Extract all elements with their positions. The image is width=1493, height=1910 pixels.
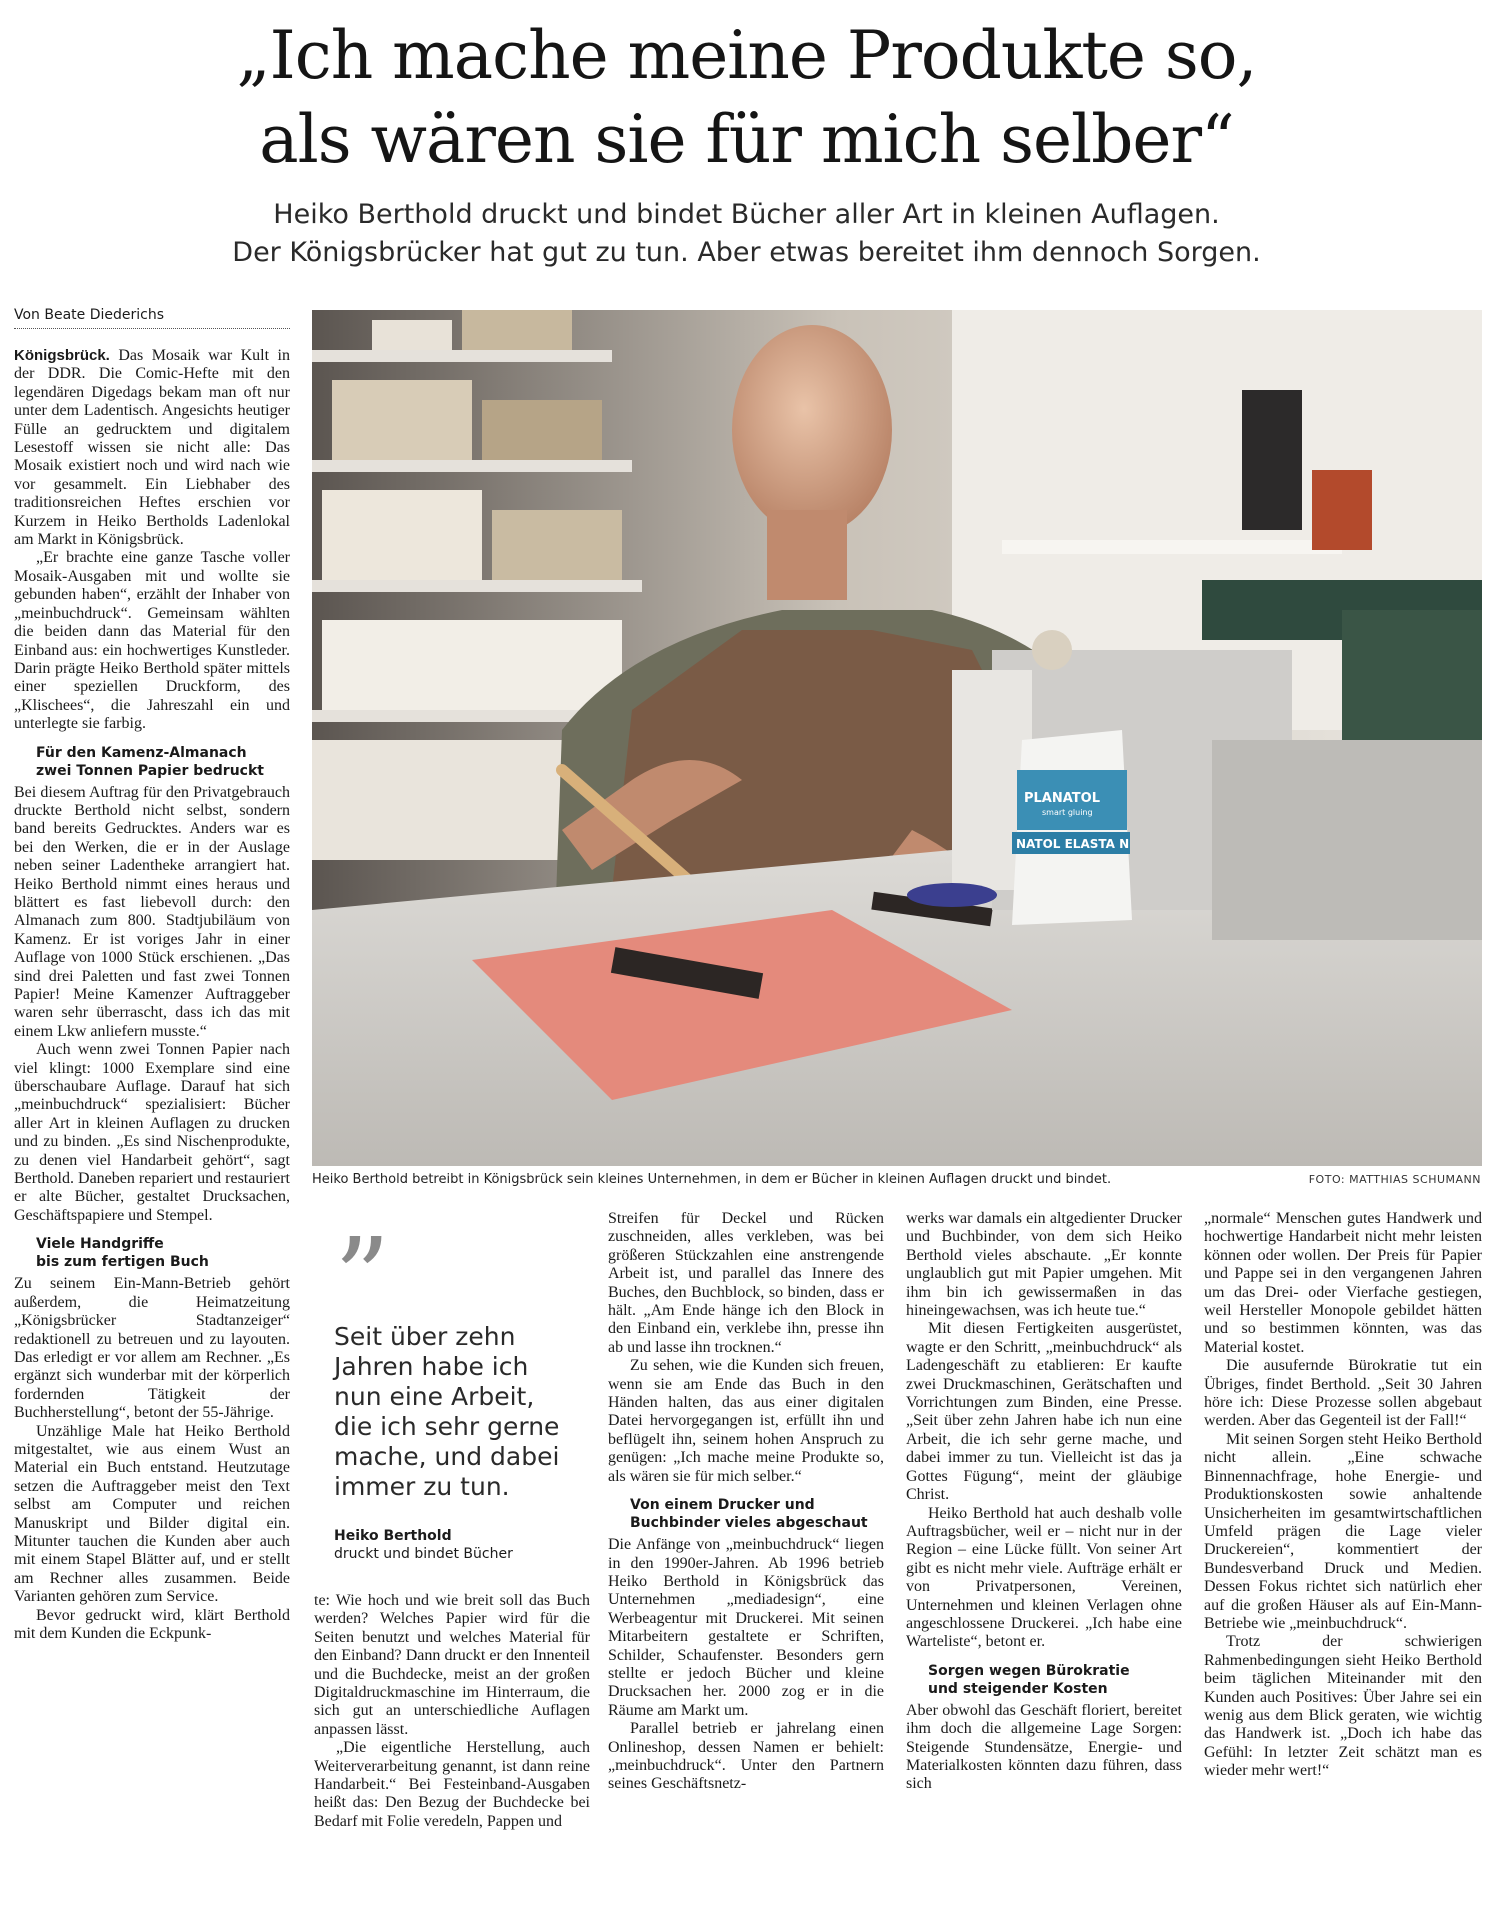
section-heading: Sorgen wegen Bürokratie und steigender Kosten	[928, 1662, 1130, 1697]
paragraph: Streifen für Deckel und Rücken zuschneiden, alles verkleben, was bei größeren Stückzahlen eine anstrengende Arbeit ist, und parallel das Innere des Buches, den Buchblock, so binden, dass er hält. „Am Ende hänge ich den Block in den Einband ein, verklebe ihn, presse ihn ab und lasse ihn trocknen.“	[608, 1210, 884, 1356]
article-column-1	[14, 347, 290, 1643]
photo-credit: FOTO: MATTHIAS SCHUMANN	[1308, 1173, 1481, 1186]
pull-quote	[334, 1214, 566, 1562]
paragraph: Mit diesen Fertigkeiten ausgerüstet, wagte er den Schritt, „meinbuchdruck“ als Ladengeschäft zu etablieren: Er kaufte zwei Druckmaschinen, Gerätschaften und Vorrichtungen zum Binden, eine Presse. „Seit über zehn Jahren habe ich nun eine Arbeit, die ich sehr gerne mache, und dabei immer zu tun. Vielleicht ist das ja Gottes Fügung“, meint der gläubige Christ.	[906, 1320, 1182, 1504]
paragraph: Zu seinem Ein-Mann-Betrieb gehört außerdem, die Heimatzeitung „Königsbrücker Stadtanzeiger“ redaktionell zu betreuen und zu layouten. Das erledigt er vor allem am Rechner. „Es ergänzt sich wunderbar mit der körperlich fordernden Tätigkeit der Buchherstellung“, betont der 55-Jährige.	[14, 1275, 290, 1422]
article-column-3	[608, 1210, 884, 1794]
dateline: Königsbrück.	[14, 347, 110, 364]
svg-text:PLANATOL: PLANATOL	[1024, 791, 1101, 806]
paragraph: Aber obwohl das Geschäft floriert, bereitet ihm doch die allgemeine Lage Sorgen: Steigende Stundensätze, Energie- und Materialkosten könnten dazu führen, dass sich	[906, 1701, 1182, 1793]
article-photo	[312, 310, 1482, 1166]
paragraph: Bevor gedruckt wird, klärt Berthold mit dem Kunden die Eckpunk-	[14, 1606, 290, 1642]
paragraph: Die ausufernde Bürokratie tut ein Übriges, findet Berthold. „Seit 30 Jahren höre ich: Diese Prozesse sollen abgebaut werden. Aber das Gegenteil ist der Fall!“	[1204, 1357, 1482, 1430]
paragraph: Heiko Berthold hat auch deshalb volle Auftragsbücher, weil er – nicht nur in der Region – eine Lücke füllt. Von seiner Art gibt es nicht mehr viele. Aufträge erhält er von Privatpersonen, Vereinen, Unternehmen und kleinen Verlagen ohne angeschlossene Druckerei. „Ich habe eine Warteliste“, betont er.	[906, 1504, 1182, 1651]
paragraph: werks war damals ein altgedienter Drucker und Buchbinder, von dem sich Heiko Berthold vieles abschaute. „Er konnte unglaublich gut mit Papier umgehen. Mit ihm bin ich gewissermaßen in das hineingewachsen, was ich heute tue.“	[906, 1210, 1182, 1320]
paragraph: Trotz der schwierigen Rahmenbedingungen sieht Heiko Berthold beim täglichen Miteinander mit den Kunden auch Positives: Über Jahre sei ein wenig aus dem Blick geraten, wie wichtig das Handwerk ist. „Doch ich habe das Gefühl: In letzter Zeit schätzt man es wieder mehr wert!“	[1204, 1633, 1482, 1780]
headline-line-1: „Ich mache meine Produkte so,	[236, 17, 1257, 94]
paragraph: „normale“ Menschen gutes Handwerk und hochwertige Handarbeit nicht mehr leisten können oder wollen. Der Preis für Papier und Pappe sei in den vergangenen Jahren um das Drei- oder Vierfache gestiegen, weil Hersteller Monopole gebildet hätten und so bestimmen könnten, was das Material kostet.	[1204, 1210, 1482, 1356]
headline-line-2: als wären sie für mich selber“	[259, 101, 1234, 178]
byline: Von Beate Diederichs	[14, 306, 290, 329]
article-column-4	[906, 1210, 1182, 1794]
subheadline	[0, 196, 1493, 272]
subheadline-line-1: Heiko Berthold druckt und bindet Bücher aller Art in kleinen Auflagen.	[273, 199, 1220, 230]
paragraph: Königsbrück. Das Mosaik war Kult in der DDR. Die Comic-Hefte mit den legendären Digedags bekam man oft nur unter dem Ladentisch. Angesichts heutiger Fülle an gedrucktem und digitalem Lesestoff wissen sie nicht alle: Das Mosaik existiert noch und wird nach wie vor gesammelt. Ein Liebhaber des traditionsreichen Heftes erschien vor Kurzem in Heiko Bertholds Ladenlokal am Markt in Königsbrück.	[14, 347, 290, 549]
pull-quote-role: druckt und bindet Bücher	[334, 1546, 513, 1562]
paragraph: Zu sehen, wie die Kunden sich freuen, wenn sie am Ende das Buch in den Händen halten, das aus einer digitalen Datei hervorgegangen ist, erfüllt ihn und beflügelt ihn, seinem hohen Anspruch zu genügen: „Ich mache meine Produkte so, als wären sie für mich selber.“	[608, 1357, 884, 1485]
quote-mark-icon: ”	[334, 1214, 391, 1342]
subheadline-line-2: Der Königsbrücker hat gut zu tun. Aber etwas bereitet ihm dennoch Sorgen.	[232, 237, 1261, 268]
paragraph: Die Anfänge von „meinbuchdruck“ liegen in den 1990er-Jahren. Ab 1996 betrieb Heiko Berthold in Königsbrück das Unternehmen „mediadesign“, eine Werbeagentur mit Druckerei. Mit seinen Mitarbeitern gestaltete er Schriften, Schilder, Schaufenster. Besonders gern stellte er jedoch Bücher und kleine Drucksachen her. 2000 zog er in die Räume am Markt um.	[608, 1536, 884, 1719]
paragraph: te: Wie hoch und wie breit soll das Buch werden? Welches Papier wird für die Seiten benutzt und welches Material für den Einband? Dann druckt er den Innenteil und die Buchdecke, meist an der großen Digitaldruckmaschine im Hinterraum, die sich gut an unterschiedliche Auflagen anpassen lässt.	[314, 1592, 590, 1738]
section-heading: Von einem Drucker und Buchbinder vieles abgeschaut	[630, 1497, 868, 1532]
pull-quote-text: Seit über zehn Jahren habe ich nun eine Arbeit, die ich sehr gerne mache, und dabei immer zu tun.	[334, 1322, 560, 1501]
section-heading: Viele Handgriffe bis zum fertigen Buch	[36, 1236, 209, 1271]
paragraph: Parallel betrieb er jahrelang einen Onlineshop, dessen Namen er behielt: „meinbuchdruck“. Unter den Partnern seines Geschäftsnetz-	[608, 1720, 884, 1793]
article-column-2	[314, 1592, 590, 1831]
pull-quote-name: Heiko Berthold	[334, 1528, 452, 1544]
paragraph: Mit seinen Sorgen steht Heiko Berthold nicht allein. „Eine schwache Binnennachfrage, hohe Energie- und Produktionskosten sowie anhaltende Unsicherheiten im gesamtwirtschaftlichen Umfeld prägen die Lage vieler Druckereien“, kommentiert der Bundesverband Druck und Medien. Dessen Fokus richtet sich natürlich eher auf die großen Häuser als auf Ein-Mann-Betriebe wie „meinbuchdruck“.	[1204, 1430, 1482, 1632]
headline	[0, 14, 1493, 182]
svg-text:smart gluing: smart gluing	[1042, 808, 1093, 817]
article-column-5	[1204, 1210, 1482, 1781]
paragraph: Auch wenn zwei Tonnen Papier nach viel klingt: 1000 Exemplare sind eine überschaubare Auflage. Darauf hat sich „meinbuchdruck“ spezialisiert: Bücher aller Art in kleinen Auflagen zu drucken und zu binden. „Es sind Nischenprodukte, zu denen viel Handarbeit gehört“, sagt Berthold. Daneben repariert und restauriert er alte Bücher, gestaltet Drucksachen, Geschäftspapiere und Stempel.	[14, 1041, 290, 1224]
section-heading: Für den Kamenz-Almanach zwei Tonnen Papier bedruckt	[36, 744, 264, 779]
photo-caption: Heiko Berthold betreibt in Königsbrück sein kleines Unternehmen, in dem er Bücher in kleinen Auflagen druckt und bindet.	[312, 1172, 1112, 1187]
paragraph: „Die eigentliche Herstellung, auch Weiterverarbeitung genannt, ist dann reine Handarbeit.“ Bei Festeinband-Ausgaben heißt das: Den Bezug der Buchdecke bei Bedarf mit Folie veredeln, Pappen und	[314, 1739, 590, 1830]
photo-illustration	[312, 310, 1482, 1166]
paragraph: „Er brachte eine ganze Tasche voller Mosaik-Ausgaben mit und wollte sie gebunden haben“, erzählt der Inhaber von „meinbuchdruck“. Gemeinsam wählten die beiden dann das Material für den Einband aus: ein hochwertiges Kunstleder. Darin prägte Heiko Berthold später mittels einer speziellen Druckform, des „Klischees“, die Jahreszahl ein und unterlegte sie farbig.	[14, 549, 290, 733]
paragraph: Unzählige Male hat Heiko Berthold mitgestaltet, wie aus einem Wust an Material ein Buch entstand. Heutzutage setzen die Auftraggeber meist den Text selbst am Computer und reichen Manuskript und Bilder digital ein. Mitunter tauchen die Kunden aber auch mit einem Stapel Blätter auf, und er stellt am Rechner alles zusammen. Beide Varianten gehören zum Service.	[14, 1422, 290, 1606]
paragraph: Bei diesem Auftrag für den Privatgebrauch druckte Berthold nicht selbst, sondern band bereits Gedrucktes. Anders war es bei den Werken, die er in der Auslage neben seiner Ladentheke arrangiert hat. Heiko Berthold nimmt eines heraus und blättert es fast liebevoll durch: den Almanach zum 800. Stadtjubiläum von Kamenz. Er ist voriges Jahr in einer Auflage von 1000 Stück erschienen. „Das sind drei Paletten und fast zwei Tonnen Papier! Meine Kamenzer Auftraggeber waren sehr überrascht, dass ich das mit einem Lkw anliefern musste.“	[14, 783, 290, 1040]
svg-text:NATOL ELASTA N: NATOL ELASTA N	[1016, 837, 1130, 851]
